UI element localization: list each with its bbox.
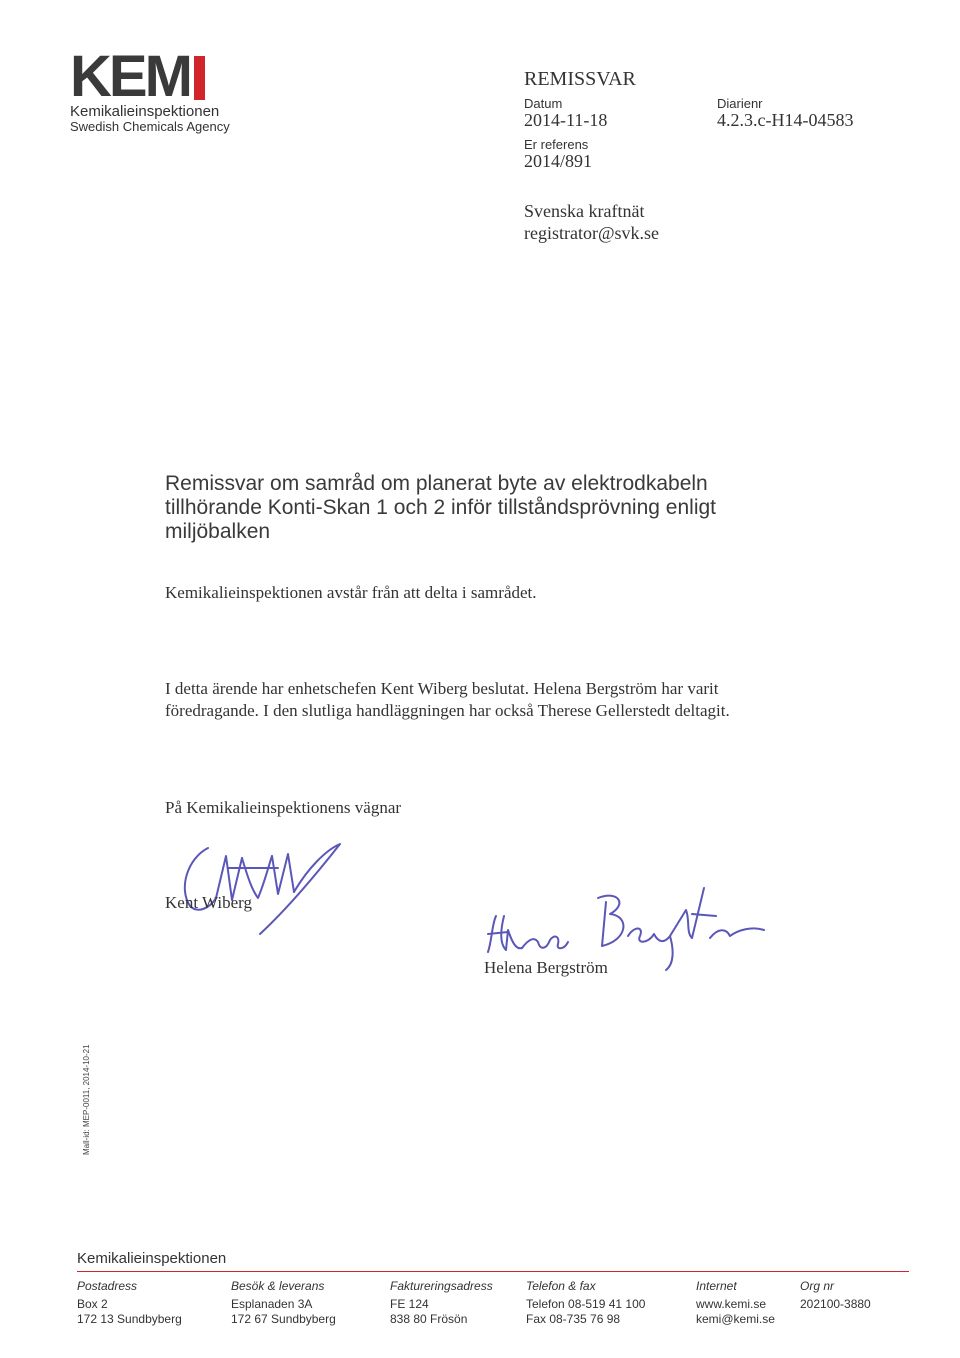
footer-visit-address <box>231 1279 336 1327</box>
logo-agency-name: Kemikalieinspektionen <box>70 103 220 120</box>
footer-column-line: Esplanaden 3A <box>231 1297 313 1311</box>
footer-column-line: FE 124 <box>390 1297 429 1311</box>
footer-column-line: 172 13 Sundbyberg <box>77 1312 182 1326</box>
logo-wordmark-text: KEM <box>70 44 190 109</box>
footer-column-heading: Postadress <box>77 1279 138 1293</box>
date-label: Datum <box>524 96 563 111</box>
footer-column-line: Fax 08-735 76 98 <box>526 1312 621 1326</box>
logo-agency-tagline: Swedish Chemicals Agency <box>70 119 230 134</box>
signer-name-helena-bergstrom: Helena Bergström <box>484 958 608 977</box>
agency-logo <box>70 44 270 134</box>
footer-phone-fax <box>526 1279 645 1327</box>
footer-column-heading: Faktureringsadress <box>390 1279 493 1293</box>
recipient-email: registrator@svk.se <box>524 223 660 243</box>
footer-column-heading: Telefon & fax <box>526 1279 596 1293</box>
recipient-name: Svenska kraftnät <box>524 201 645 221</box>
footer-column-line: 838 80 Frösön <box>390 1312 468 1326</box>
footer-website-link[interactable]: www.kemi.se <box>696 1297 767 1311</box>
footer-email-link[interactable]: kemi@kemi.se <box>696 1312 775 1326</box>
footer-internet <box>696 1279 775 1327</box>
diary-number-label: Diarienr <box>717 96 763 111</box>
signature-kent-wiberg <box>168 828 348 938</box>
footer-column-heading: Besök & leverans <box>231 1279 325 1293</box>
decision-makers-paragraph <box>165 678 845 722</box>
date-value: 2014-11-18 <box>524 110 608 130</box>
footer-column-line: 172 67 Sundbyberg <box>231 1312 336 1326</box>
document-type: REMISSVAR <box>524 68 636 90</box>
footer-divider <box>77 1271 909 1272</box>
footer-column-heading: Org nr <box>800 1279 835 1293</box>
footer-column-line: 202100-3880 <box>800 1297 871 1311</box>
diary-number-value: 4.2.3.c-H14-04583 <box>717 110 854 130</box>
subject-heading <box>165 472 805 544</box>
reference-label: Er referens <box>524 137 589 152</box>
template-id-label: Mall-id: MEP-0011, 2014-10-21 <box>82 1044 91 1155</box>
decision-paragraph: Kemikalieinspektionen avstår från att delta i samrådet. <box>165 583 537 602</box>
subject-line: miljöbalken <box>165 520 271 543</box>
reference-value: 2014/891 <box>524 151 593 171</box>
logo-wordmark <box>70 44 270 109</box>
footer-org-number <box>800 1279 871 1312</box>
paragraph-line: föredragande. I den slutliga handläggningen har också Therese Gellerstedt deltagit. <box>165 701 730 720</box>
closing-line: På Kemikalieinspektionens vägnar <box>165 798 402 817</box>
signer-name-kent-wiberg: Kent Wiberg <box>165 893 252 912</box>
footer-organization: Kemikalieinspektionen <box>77 1250 227 1267</box>
paragraph-line: I detta ärende har enhetschefen Kent Wiberg beslutat. Helena Bergström har varit <box>165 679 719 698</box>
logo-red-bar <box>194 56 205 100</box>
footer-column-line: Box 2 <box>77 1297 108 1311</box>
footer-column-heading: Internet <box>696 1279 737 1293</box>
subject-line: tillhörande Konti-Skan 1 och 2 inför tillståndsprövning enligt <box>165 496 716 519</box>
footer-billing-address <box>390 1279 493 1327</box>
footer-column-line: Telefon 08-519 41 100 <box>526 1297 646 1311</box>
footer-postal-address <box>77 1279 182 1327</box>
subject-line: Remissvar om samråd om planerat byte av elektrodkabeln <box>165 472 708 495</box>
